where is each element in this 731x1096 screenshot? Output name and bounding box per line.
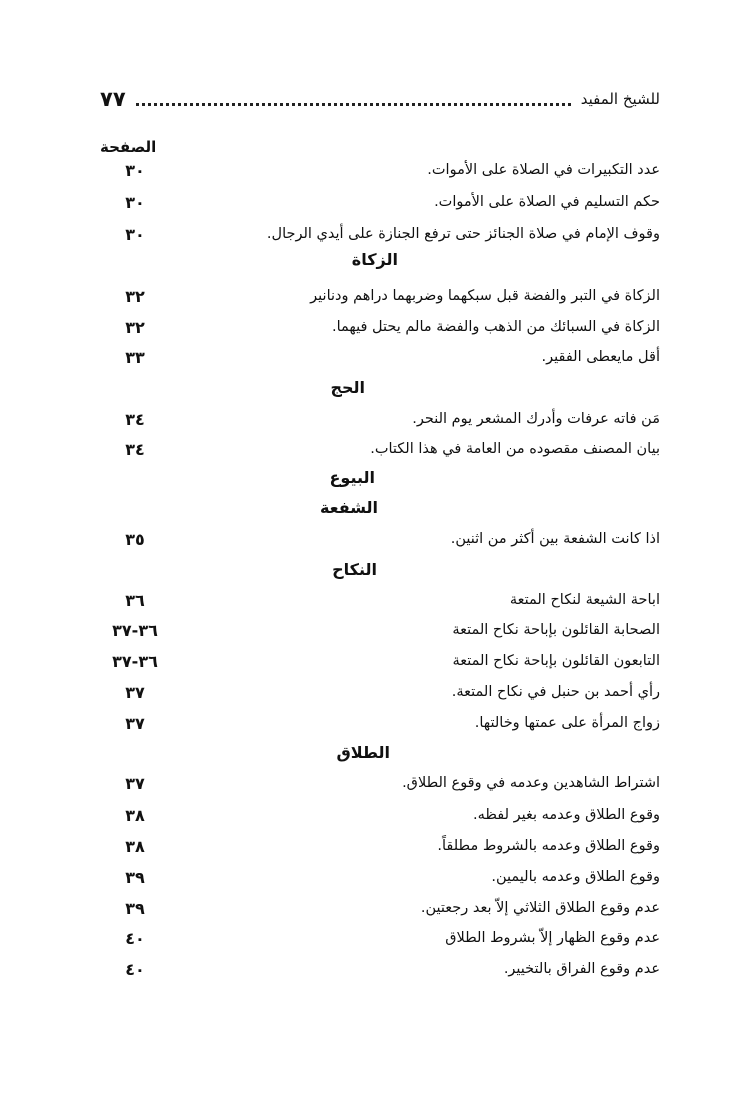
toc-page: ٣٠: [125, 192, 145, 212]
toc-entry: اشتراط الشاهدين وعدمه في وقوع الطلاق.: [402, 775, 660, 791]
toc-row: [100, 525, 660, 553]
toc-entry: عدد التكبيرات في الصلاة على الأموات.: [427, 162, 660, 178]
toc-row: [100, 435, 660, 463]
toc-entry: وقوف الإمام في صلاة الجنائز حتى ترفع الجنازة على أيدي الرجال.: [266, 226, 660, 242]
toc-page: ٤٠: [125, 959, 145, 979]
toc-row: [100, 188, 660, 216]
toc-row: [100, 647, 660, 675]
toc-entry: وقوع الطلاق وعدمه بالشروط مطلقاً.: [437, 838, 660, 854]
toc-page: ٣٩: [125, 898, 145, 918]
toc-page: ٣٤: [125, 439, 145, 459]
section-heading-hajj: الحج: [330, 378, 365, 397]
toc-page: ٣٦-٣٧: [112, 620, 158, 640]
section-heading-talaq: الطلاق: [336, 743, 390, 762]
toc-page: ٣٨: [125, 836, 145, 856]
toc-row: [100, 343, 660, 371]
toc-page: ٤٠: [125, 928, 145, 948]
toc-page: ٣٥: [125, 529, 145, 549]
toc-entry: عدم وقوع الفراق بالتخيير.: [503, 961, 660, 977]
toc-entry: مَن فاته عرفات وأدرك المشعر يوم النحر.: [412, 411, 660, 427]
toc-entry: الصحابة القائلون بإباحة نكاح المتعة: [452, 622, 660, 638]
header-page-number: ٧٧: [100, 87, 126, 111]
toc-entry: رأي أحمد بن حنبل في نكاح المتعة.: [451, 684, 660, 700]
toc-entry: عدم وقوع الظهار إلاّ بشروط الطلاق: [445, 930, 660, 946]
section-heading-shufa: الشفعة: [319, 498, 378, 517]
toc-page: ٣٦: [125, 590, 145, 610]
toc-row: [100, 282, 660, 310]
toc-row: [100, 709, 660, 737]
toc-page: ٣٧: [125, 773, 145, 793]
toc-page: ٣٧: [125, 713, 145, 733]
toc-row: [100, 586, 660, 614]
toc-entry: زواج المرأة على عمتها وخالتها.: [474, 715, 660, 731]
toc-entry: الزكاة في السبائك من الذهب والفضة مالم يحتل فيهما.: [332, 319, 660, 335]
toc-row: [100, 801, 660, 829]
toc-row: [100, 924, 660, 952]
toc-row: [100, 405, 660, 433]
header-title: للشيخ المفيد: [580, 90, 660, 108]
page-column-header: الصفحة: [100, 138, 157, 156]
toc-page: ٣٢: [125, 286, 145, 306]
toc-row: [100, 313, 660, 341]
toc-row: [100, 156, 660, 184]
toc-entry: بيان المصنف مقصوده من العامة في هذا الكتاب.: [370, 441, 660, 457]
toc-entry: الزكاة في التبر والفضة قبل سبكهما وضربهما دراهم ودنانير: [310, 288, 660, 304]
section-heading-buyu: البيوع: [329, 468, 375, 487]
toc-entry: أقل مايعطى الفقير.: [541, 349, 660, 365]
toc-row: [100, 832, 660, 860]
toc-entry: اذا كانت الشفعة بين أكثر من اثنين.: [450, 531, 660, 547]
toc-entry: وقوع الطلاق وعدمه بغير لفظه.: [473, 807, 660, 823]
toc-entry: وقوع الطلاق وعدمه باليمين.: [491, 869, 660, 885]
toc-page: ٣٣: [125, 347, 145, 367]
toc-row: [100, 955, 660, 983]
toc-page: ٣٤: [125, 409, 145, 429]
toc-entry: حكم التسليم في الصلاة على الأموات.: [434, 194, 660, 210]
toc-page: ٣٠: [125, 160, 145, 180]
toc-row: [100, 769, 660, 797]
running-header: [100, 84, 660, 114]
toc-entry: اباحة الشيعة لنكاح المتعة: [509, 592, 660, 608]
toc-page: ٣٠: [125, 224, 145, 244]
toc-page: ٣٦-٣٧: [112, 651, 158, 671]
section-heading-zakat: الزكاة: [351, 250, 398, 269]
toc-page: ٣٧: [125, 682, 145, 702]
toc-entry: عدم وقوع الطلاق الثلاثي إلاّ بعد رجعتين.: [420, 900, 660, 916]
toc-row: [100, 616, 660, 644]
toc-row: [100, 894, 660, 922]
toc-entry: التابعون القائلون بإباحة نكاح المتعة: [452, 653, 660, 669]
toc-page: ٣٩: [125, 867, 145, 887]
toc-page: ٣٨: [125, 805, 145, 825]
header-dot-leader: [136, 101, 571, 106]
toc-page: ٣٢: [125, 317, 145, 337]
toc-row: [100, 220, 660, 248]
toc-row: [100, 863, 660, 891]
section-heading-nikah: النكاح: [332, 560, 377, 579]
toc-row: [100, 678, 660, 706]
